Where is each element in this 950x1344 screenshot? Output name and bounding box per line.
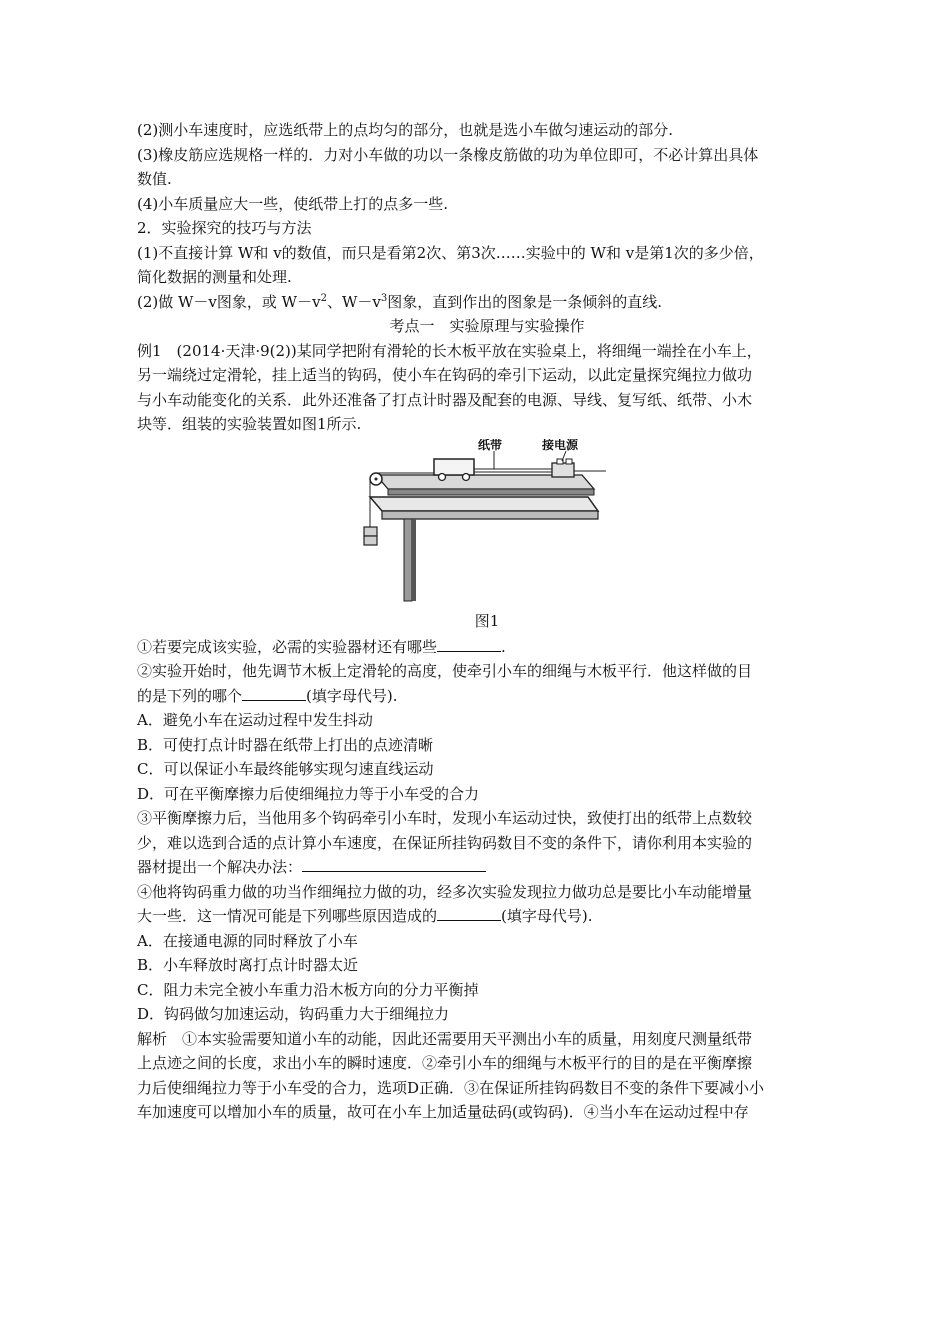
- option-line: A．避免小车在运动过程中发生抖动: [137, 711, 373, 729]
- text-span: 、W－v: [326, 292, 381, 311]
- analysis-line: 上点迹之间的长度，求出小车的瞬时速度．②牵引小车的细绳与木板平行的目的是在平衡摩擦: [137, 1054, 753, 1072]
- text-line: 2．实验探究的技巧与方法: [137, 219, 312, 237]
- text-span: (填字母代号).: [306, 686, 398, 705]
- document-page: [137, 118, 837, 1125]
- question-line: ③平衡摩擦力后，当他用多个钩码牵引小车时，发现小车运动过快，致使打出的纸带上点数较: [137, 809, 753, 827]
- example-line: 与小车动能变化的关系．此外还准备了打点计时器及配套的电源、导线、复写纸、纸带、小木: [137, 390, 753, 409]
- text-span: 器材提出一个解决办法：: [137, 858, 303, 876]
- leader-line: [562, 451, 566, 461]
- option-line: A．在接通电源的同时释放了小车: [137, 931, 358, 950]
- section-heading: 考点一 实验原理与实验操作: [389, 317, 585, 335]
- option-line: C．阻力未完全被小车重力沿木板方向的分力平衡掉: [137, 980, 479, 999]
- hook-weight-icon: [364, 536, 377, 545]
- pulley-axle: [375, 477, 378, 480]
- label-paper-tape: 纸带: [478, 438, 503, 452]
- superscript: 3: [380, 292, 388, 304]
- example-line: 另一端绕过定滑轮，挂上适当的钩码，使小车在钩码的牵引下运动，以此定量探究绳拉力做功: [137, 366, 753, 384]
- text-line: (4)小车质量应大一些，使纸带上打的点多一些.: [137, 194, 449, 213]
- figure-caption: 图1: [474, 611, 500, 630]
- cart-body: [434, 459, 474, 475]
- text-line: (1)不直接计算 W和 v的数值，而只是看第2次、第3次……实验中的 W和 v是第1次的多少倍，: [137, 243, 764, 262]
- text-span: 图象，直到作出的图象是一条倾斜的直线.: [387, 292, 663, 311]
- timer-icon: [552, 463, 574, 477]
- apparatus-diagram: [362, 439, 607, 607]
- text-span: 大一些．这一情况可能是下列哪些原因造成的: [137, 907, 438, 925]
- answer-blank[interactable]: [302, 857, 486, 872]
- text-span: (填字母代号).: [501, 907, 593, 925]
- answer-blank[interactable]: [437, 637, 501, 652]
- text-line: 数值.: [137, 170, 172, 188]
- timer-terminal: [566, 459, 572, 464]
- text-line: (2)测小车速度时，应选纸带上的点均匀的部分，也就是选小车做匀速运动的部分.: [137, 121, 674, 139]
- question-line: ②实验开始时，他先调节木板上定滑轮的高度，使牵引小车的细绳与木板平行．他这样做的目: [137, 662, 753, 680]
- question-line: [137, 904, 837, 929]
- text-span: .: [501, 637, 506, 656]
- answer-blank[interactable]: [437, 906, 501, 921]
- label-power-supply: 接电源: [542, 438, 579, 452]
- hook-weight-icon: [364, 527, 377, 536]
- example-line: 块等．组装的实验装置如图1所示.: [137, 415, 362, 433]
- text-line: (3)橡皮筋应选规格一样的．力对小车做的功以一条橡皮筋做的功为单位即可，不必计算出具体: [137, 145, 759, 164]
- option-line: B．小车释放时离打点计时器太近: [137, 956, 359, 974]
- question-line: [137, 855, 837, 880]
- question-line: [137, 684, 837, 709]
- superscript: 2: [320, 292, 327, 304]
- option-line: D．可在平衡摩擦力后使细绳拉力等于小车受的合力: [137, 784, 480, 803]
- text-line: [137, 290, 837, 315]
- text-line: 简化数据的测量和处理.: [137, 268, 292, 286]
- board-edge: [388, 489, 594, 495]
- analysis-line: 解析 ①本实验需要知道小车的动能，因此还需要用天平测出小车的质量，用刻度尺测量纸带: [137, 1029, 753, 1048]
- answer-blank[interactable]: [242, 686, 306, 701]
- text-span: ①若要完成该实验，必需的实验器材还有哪些: [137, 637, 438, 656]
- analysis-line: 车加速度可以增加小车的质量，故可在小车上加适量砝码(或钩码)．④当小车在运动过程中存: [137, 1103, 749, 1121]
- question-line: 少，难以选到合适的点计算小车速度，在保证所挂钩码数目不变的条件下，请你利用本实验的: [137, 833, 753, 852]
- cart-wheel: [439, 473, 446, 480]
- apparatus-figure: [137, 439, 837, 609]
- example-line: 例1 (2014·天津·9(2))某同学把附有滑轮的长木板平放在实验桌上，将细绳一端拴在小车上，: [137, 341, 762, 360]
- question-line: [137, 635, 837, 660]
- text-span: (2)做 W－v图象，或 W－v: [137, 292, 321, 311]
- table-top: [370, 497, 598, 511]
- text-span: 的是下列的哪个: [137, 686, 243, 705]
- table-leg: [404, 519, 412, 601]
- option-line: B．可使打点计时器在纸带上打出的点迹清晰: [137, 735, 434, 754]
- question-line: ④他将钩码重力做的功当作细绳拉力做的功，经多次实验发现拉力做功总是要比小车动能增量: [137, 882, 753, 901]
- table-leg-shadow: [412, 519, 416, 601]
- cart-wheel: [463, 473, 470, 480]
- option-line: C．可以保证小车最终能够实现匀速直线运动: [137, 760, 434, 778]
- analysis-line: 力后使细绳拉力等于小车受的合力，选项D正确．③在保证所挂钩码数目不变的条件下要减小小: [137, 1078, 765, 1097]
- option-line: D．钩码做匀加速运动，钩码重力大于细绳拉力: [137, 1005, 450, 1023]
- table-edge: [382, 511, 598, 519]
